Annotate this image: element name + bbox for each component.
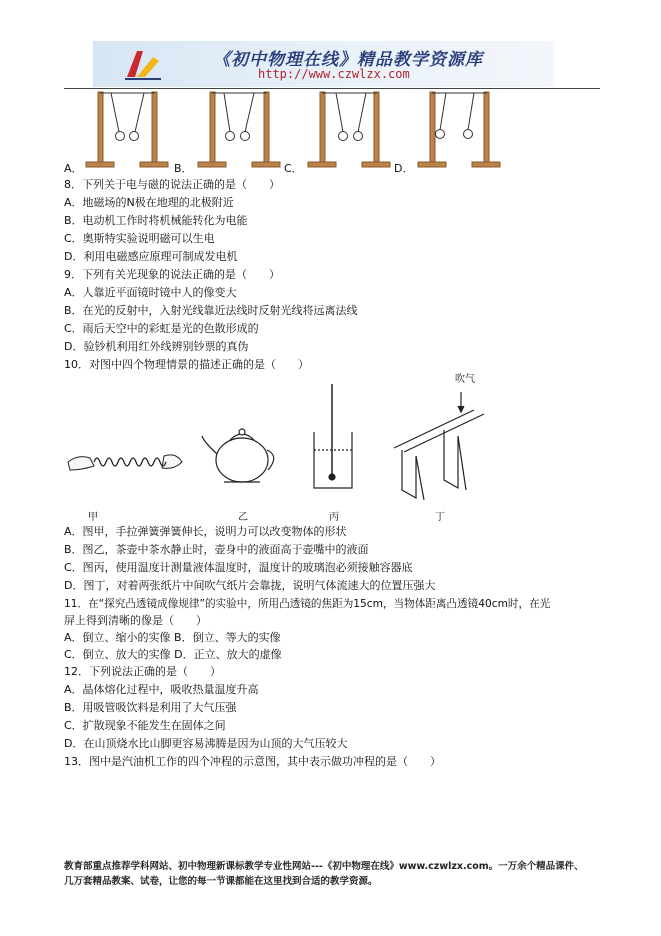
- q10-figures: [64, 370, 484, 520]
- q11-stem-line2: 屏上得到清晰的像是（ ）: [64, 614, 207, 627]
- caption-yi: 乙: [238, 512, 248, 523]
- figure-d: [418, 92, 500, 167]
- q11-options-cd: C．倒立、放大的实像 D．正立、放大的虚像: [64, 648, 282, 661]
- q11-stem-line1: 11．在“探究凸透镜成像规律”的实验中，所用凸透镜的焦距为15cm，当物体距离凸透镜40cm时，在光: [64, 598, 551, 610]
- q9-option-c: C．雨后天空中的彩虹是光的色散形成的: [64, 322, 259, 335]
- blow-label: 吹气: [455, 374, 475, 385]
- figure-a: [86, 92, 168, 167]
- q9-option-d: D．验钞机利用红外线辨别钞票的真伪: [64, 340, 249, 353]
- header-url: http://www.czwlzx.com: [258, 67, 410, 81]
- header-rule: [64, 88, 600, 89]
- q7-option-d: D．: [394, 162, 414, 175]
- q7-option-a: A．: [64, 162, 83, 175]
- q10-option-c: C．图丙，使用温度计测量液体温度时，温度计的玻璃泡必须接触容器底: [64, 561, 413, 574]
- q12-option-c: C．扩散现象不能发生在固体之间: [64, 719, 226, 732]
- q9-option-a: A．人靠近平面镜时镜中人的像变大: [64, 286, 237, 299]
- q12-option-d: D．在山顶烧水比山脚更容易沸腾是因为山顶的大气压较大: [64, 737, 348, 750]
- q8-option-c: C．奥斯特实验说明磁可以生电: [64, 232, 215, 245]
- footer-line-2: 几万套精品教案、试卷，让您的每一节课都能在这里找到合适的教学资源。: [64, 876, 378, 887]
- q7-pendulum-figures: [64, 90, 600, 170]
- q9-stem: 9．下列有关光现象的说法正确的是（ ）: [64, 268, 280, 281]
- q9-option-b: B．在光的反射中，入射光线靠近法线时反射光线将远离法线: [64, 304, 358, 317]
- q12-stem: 12．下列说法正确的是（ ）: [64, 665, 221, 678]
- caption-jia: 甲: [88, 512, 98, 523]
- caption-bing: 丙: [329, 512, 339, 523]
- figure-c: [308, 92, 390, 167]
- beaker-thermometer-figure: [314, 384, 352, 488]
- site-logo-icon: [123, 47, 163, 83]
- q10-option-b: B．图乙，茶壶中茶水静止时，壶身中的液面高于壶嘴中的液面: [64, 543, 369, 556]
- figure-b: [198, 92, 280, 167]
- q8-stem: 8．下列关于电与磁的说法正确的是（ ）: [64, 178, 280, 191]
- q7-option-b: B．: [174, 162, 193, 175]
- footer-line-1: 教育部重点推荐学科网站、初中物理新课标教学专业性网站---《初中物理在线》www.czwlzx.com。一万余个精品课件、: [64, 861, 584, 872]
- q12-option-a: A．晶体熔化过程中，吸收热量温度升高: [64, 683, 259, 696]
- q12-option-b: B．用吸管吸饮料是利用了大气压强: [64, 701, 237, 714]
- q10-option-d: D．图丁，对着两张纸片中间吹气纸片会靠拢，说明气体流速大的位置压强大: [64, 579, 436, 592]
- header-banner: [93, 41, 554, 87]
- spring-hands-figure: [68, 455, 182, 470]
- paper-blow-figure: [394, 392, 484, 500]
- q8-option-a: A．地磁场的N极在地理的北极附近: [64, 196, 234, 209]
- teapot-figure: [202, 429, 274, 482]
- q10-stem: 10．对图中四个物理情景的描述正确的是（ ）: [64, 358, 309, 371]
- q11-options-ab: A．倒立、缩小的实像 B．倒立、等大的实像: [64, 631, 281, 644]
- q7-option-c: C．: [284, 162, 303, 175]
- caption-ding: 丁: [435, 512, 445, 523]
- header-title: 《初中物理在线》精品教学资源库: [213, 50, 483, 70]
- q8-option-d: D．利用电磁感应原理可制成发电机: [64, 250, 238, 263]
- q10-option-a: A．图甲，手拉弹簧弹簧伸长，说明力可以改变物体的形状: [64, 525, 347, 538]
- page-footer: [64, 859, 604, 889]
- q13-stem: 13．图中是汽油机工作的四个冲程的示意图，其中表示做功冲程的是（ ）: [64, 755, 441, 768]
- q8-option-b: B．电动机工作时将机械能转化为电能: [64, 214, 248, 227]
